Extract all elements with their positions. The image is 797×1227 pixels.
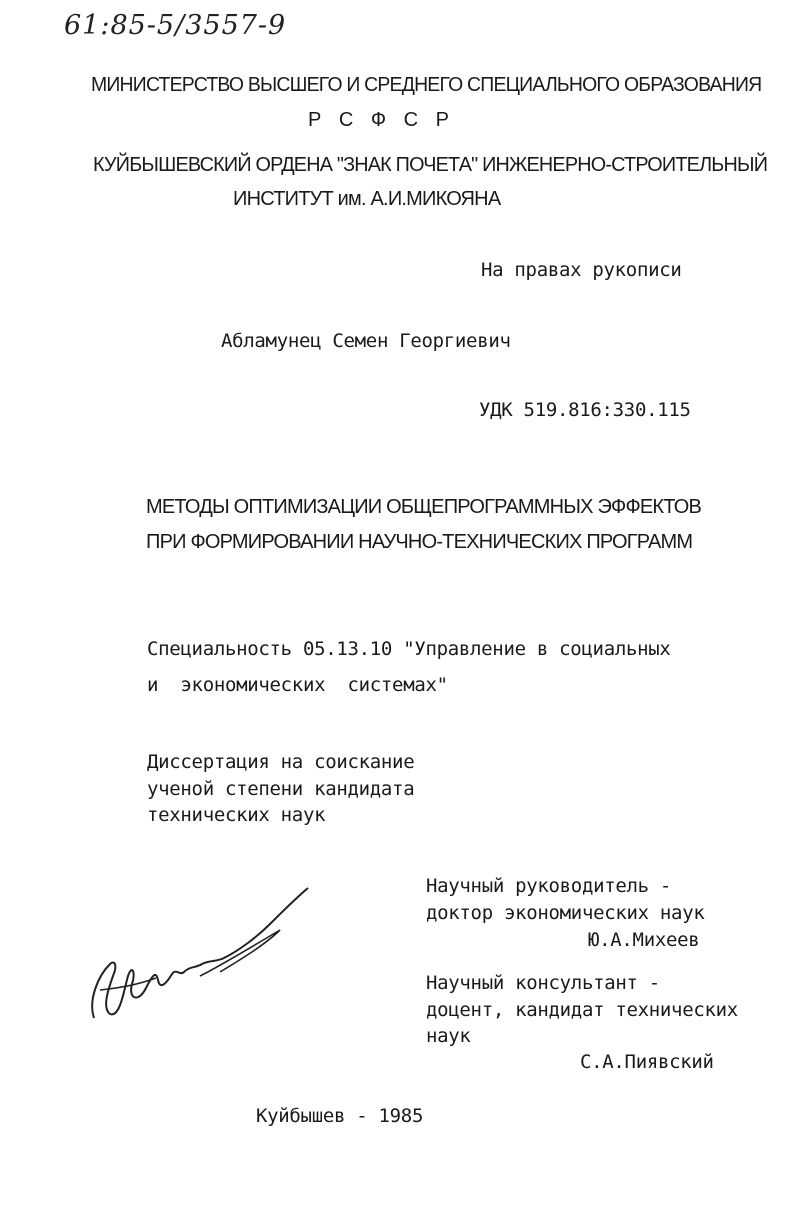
dissertation-line1: Диссертация на соискание xyxy=(147,751,415,773)
specialty-line2: и экономических системах" xyxy=(147,674,448,696)
city-year: Куйбышев - 1985 xyxy=(256,1105,424,1127)
manuscript-note: На правах рукописи xyxy=(481,259,682,281)
author-name: Абламунец Семен Георгиевич xyxy=(221,330,511,352)
title-line1: МЕТОДЫ ОПТИМИЗАЦИИ ОБЩЕПРОГРАММНЫХ ЭФФЕКТОВ xyxy=(146,496,702,518)
consultant-degree-line2: наук xyxy=(426,1025,471,1047)
supervisor-degree: доктор экономических наук xyxy=(426,902,705,924)
consultant-role: Научный консультант - xyxy=(426,972,660,994)
supervisor-name: Ю.А.Михеев xyxy=(588,929,700,951)
udc-code: УДК 519.816:330.115 xyxy=(479,399,691,421)
author-signature xyxy=(80,880,320,1030)
consultant-name: С.А.Пиявский xyxy=(580,1051,714,1073)
republic-heading: Р С Ф С Р xyxy=(308,109,455,131)
dissertation-line3: технических наук xyxy=(147,804,326,826)
title-line2: ПРИ ФОРМИРОВАНИИ НАУЧНО-ТЕХНИЧЕСКИХ ПРОГРАММ xyxy=(146,531,693,553)
ministry-heading: МИНИСТЕРСТВО ВЫСШЕГО И СРЕДНЕГО СПЕЦИАЛЬНОГО ОБРАЗОВАНИЯ xyxy=(91,74,762,96)
institute-heading-line1: КУЙБЫШЕВСКИЙ ОРДЕНА "ЗНАК ПОЧЕТА" ИНЖЕНЕРНО-СТРОИТЕЛЬНЫЙ xyxy=(93,154,768,176)
archive-code: 61:85-5/3557-9 xyxy=(64,10,287,41)
institute-heading-line2: ИНСТИТУТ им. А.И.МИКОЯНА xyxy=(233,188,501,210)
specialty-line1: Специальность 05.13.10 "Управление в социальных xyxy=(147,638,671,660)
supervisor-role: Научный руководитель - xyxy=(426,875,672,897)
consultant-degree-line1: доцент, кандидат технических xyxy=(426,999,738,1021)
dissertation-line2: ученой степени кандидата xyxy=(147,778,415,800)
